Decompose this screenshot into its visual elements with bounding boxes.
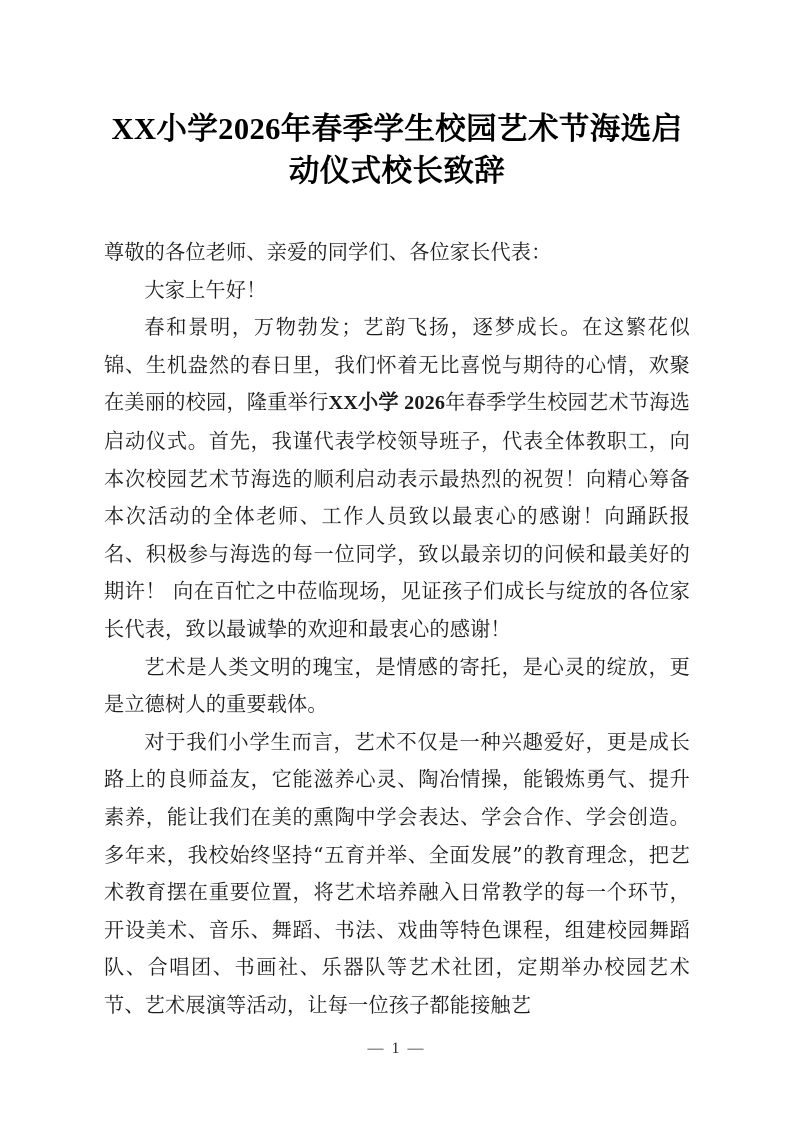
paragraph-emphasis-school-year: XX小学 2026	[328, 392, 446, 415]
page-title: XX小学2026年春季学生校园艺术节海选启动仪式校长致辞	[111, 112, 683, 188]
paragraph-opening-welcome	[104, 309, 690, 648]
salutation-line: 尊敬的各位老师、亲爱的同学们、各位家长代表：	[104, 240, 552, 264]
paragraph-text-before-emphasis: 春和景明，万物勃发；艺韵飞扬，逐梦成长。在这繁花似锦、生机盎然的春日里，我们怀着无比喜悦与期待的心情，欢聚在美丽的校园，隆重举行	[104, 315, 690, 415]
document-body	[104, 0, 690, 1024]
page-number-footer: — 1 —	[367, 1040, 426, 1057]
paragraph-text-after-emphasis: 年春季学生校园艺术节海选启动仪式。首先，我谨代表学校领导班子，代表全体教职工，向本次校园艺术节海选的顺利启动表示最热烈的祝贺！向精心筹备本次活动的全体老师、工作人员致以最衷心的感谢！向踊跃报名、积极参与海选的每一位同学，致以最亲切的问候和最美好的期许！ 向在百忙之中莅临现场，见证孩子们成长与绽放的各位家长代表，致以最诚挚的欢迎和最衷心的感谢！	[104, 390, 690, 641]
paragraph-art-is-treasure: 艺术是人类文明的瑰宝，是情感的寄托，是心灵的绽放，更是立德树人的重要载体。	[104, 654, 690, 717]
paragraph-greeting: 大家上午好！	[144, 277, 267, 302]
paragraph-art-education: 对于我们小学生而言，艺术不仅是一种兴趣爱好，更是成长路上的良师益友，它能滋养心灵、陶冶情操，能锻炼勇气、提升素养，能让我们在美的熏陶中学会表达、学会合作、学会创造。多年来，我校始终坚持“五育并举、全面发展”的教育理念，把艺术教育摆在重要位置，将艺术培养融入日常教学的每一个环节，开设美术、音乐、舞蹈、书法、戏曲等特色课程，组建校园舞蹈队、合唱团、书画社、乐器队等艺术社团，定期举办校园艺术节、艺术展演等活动，让每一位孩子都能接触艺	[104, 729, 690, 1017]
